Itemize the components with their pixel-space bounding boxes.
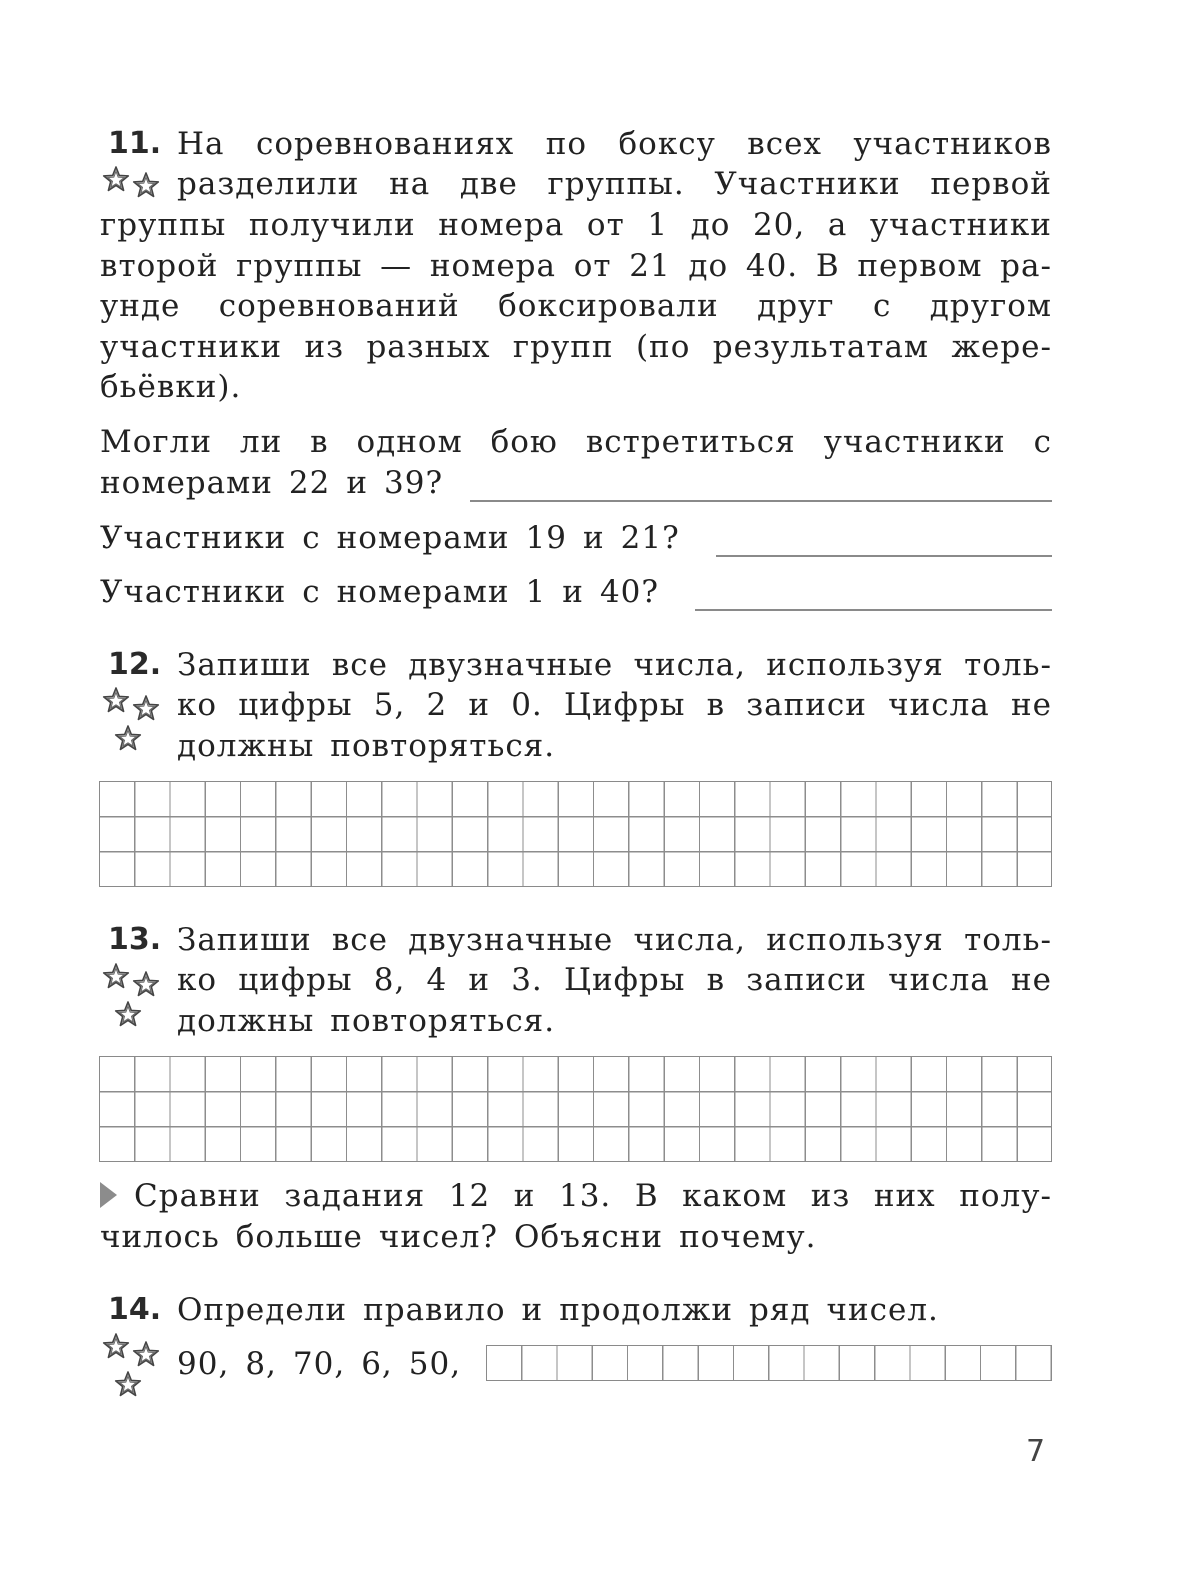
text-line: бьёвки). — [100, 369, 242, 405]
text-line: Запиши все двузначные числа, используя толь- — [177, 922, 1052, 958]
number-sequence: 90, 8, 70, 6, 50, — [177, 1346, 462, 1382]
question-line: Участники с номерами 1 и 40? — [100, 574, 660, 610]
triangle-bullet-icon — [99, 1180, 119, 1210]
text-line: должны повторяться. — [177, 1003, 556, 1039]
task-12-answer-grid[interactable] — [99, 781, 1052, 887]
task-13-answer-grid[interactable] — [99, 1056, 1052, 1162]
three-stars-icon — [102, 1332, 164, 1402]
question-line: Участники с номерами 19 и 21? — [100, 520, 680, 556]
text-line: унде соревнований боксировали друг с другом — [100, 288, 1052, 324]
task-11-number: 11. — [108, 126, 162, 161]
task-14-number: 14. — [108, 1292, 162, 1327]
text-line: ко цифры 5, 2 и 0. Цифры в записи числа не — [177, 687, 1052, 723]
three-stars-icon — [102, 686, 164, 756]
task-14-text: Определи правило и продолжи ряд чисел. — [177, 1292, 939, 1328]
question-line: Могли ли в одном бою встретиться участники с — [100, 424, 1052, 460]
text-line: второй группы — номера от 21 до 40. В первом ра- — [100, 248, 1052, 284]
text-line: участники из разных групп (по результатам жере- — [100, 329, 1052, 365]
three-stars-icon — [102, 962, 164, 1032]
task-12-number: 12. — [108, 647, 162, 682]
text-line: Запиши все двузначные числа, используя толь- — [177, 647, 1052, 683]
question-line: номерами 22 и 39? — [100, 465, 444, 501]
answer-line[interactable] — [695, 609, 1052, 611]
text-line: На соревнованиях по боксу всех участников — [177, 126, 1052, 162]
text-line: Сравни задания 12 и 13. В каком из них полу- — [134, 1178, 1052, 1214]
task-13-number: 13. — [108, 922, 162, 957]
two-stars-icon — [102, 163, 164, 199]
text-line: разделили на две группы. Участники первой — [177, 166, 1052, 202]
text-line: группы получили номера от 1 до 20, а участники — [100, 207, 1052, 243]
page-number: 7 — [1026, 1434, 1046, 1469]
sequence-answer-cells[interactable] — [486, 1345, 1052, 1381]
text-line: ко цифры 8, 4 и 3. Цифры в записи числа не — [177, 962, 1052, 998]
text-line: чилось больше чисел? Объясни почему. — [100, 1219, 817, 1255]
answer-line[interactable] — [470, 500, 1052, 502]
answer-line[interactable] — [716, 555, 1052, 557]
text-line: должны повторяться. — [177, 728, 556, 764]
